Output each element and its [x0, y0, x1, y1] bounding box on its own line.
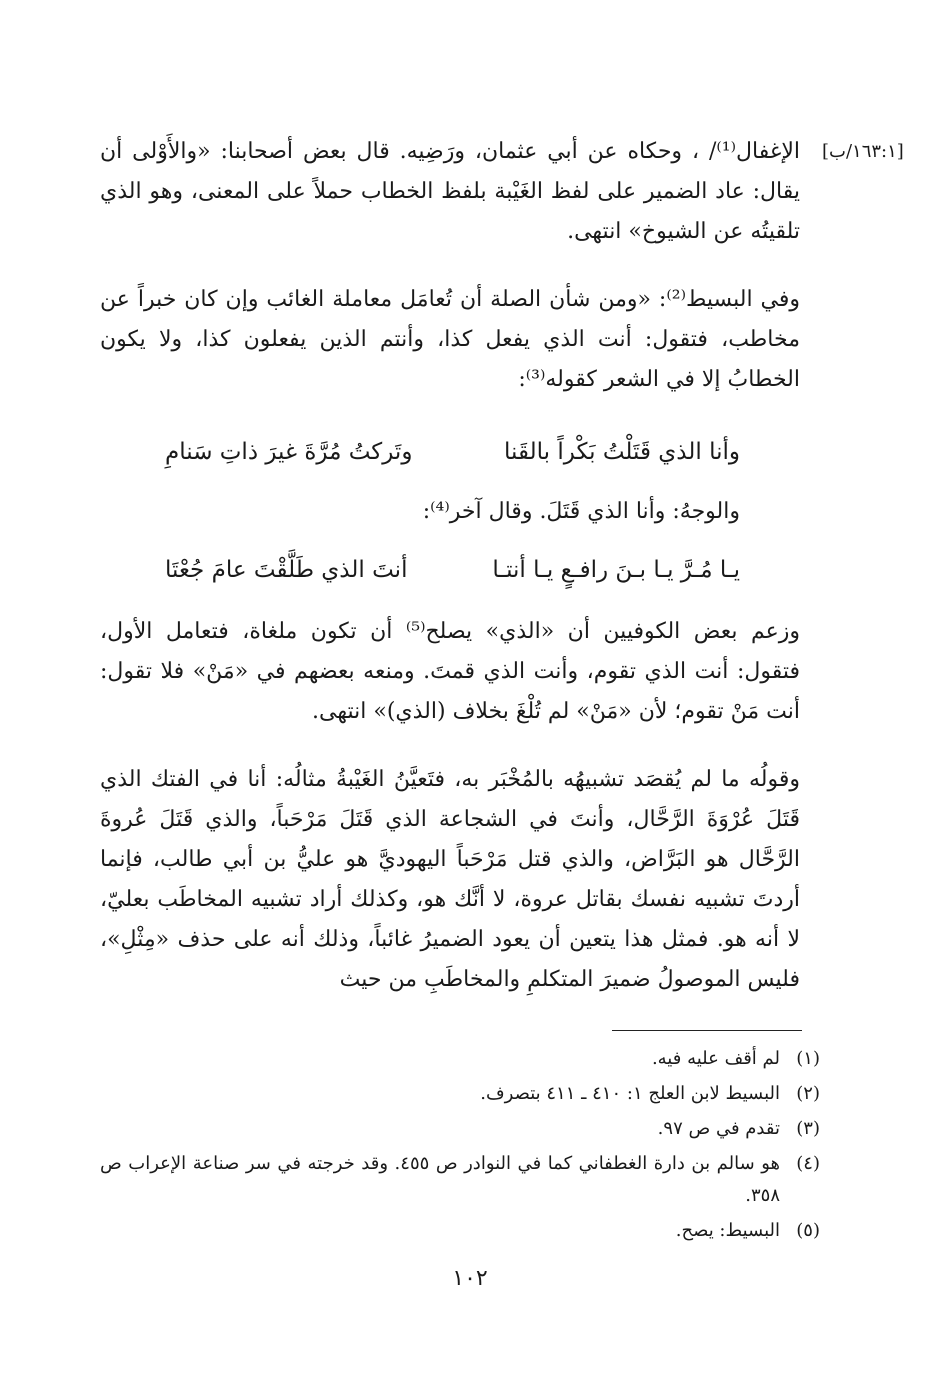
verse-2-first-hemistich: يـا مُـرَّ يـا بـنَ رافـعٍ يـا أنتـا	[492, 557, 740, 583]
manuscript-folio-reference: [١٦٣:١/ب]	[822, 141, 904, 162]
paragraph-2-text: وفي البسيط⁽²⁾: «ومن شأن الصلة أن تُعامَل معاملة الغائب وإن كان خبراً عن مخاطب، فتقول: أنت الذي يفعل كذا، وأنتم الذين يفعلون كذا، ولا يكون الخطابُ إلا في الشعر كقوله⁽³⁾:	[100, 287, 800, 392]
footnote	[100, 1215, 820, 1247]
footnote-separator	[612, 1030, 802, 1031]
paragraph-3	[100, 612, 800, 732]
footnote	[100, 1043, 820, 1075]
verse-1-second-hemistich: وتَركتُ مُرَّةَ غيرَ ذاتِ سَنامِ	[165, 439, 413, 465]
paragraph-3-text: وزعم بعض الكوفيين أن «الذي» يصلح⁽⁵⁾ أن تكون ملغاة، فتعامل الأول، فتقول: أنت الذي تقوم، وأنت الذي قمتَ. ومنعه بعضهم في «مَنْ» فلا تقول: أنت مَنْ تقوم؛ لأن «مَنْ» لم تُلْغَ بخلاف (الذي)» انتهى.	[100, 619, 800, 724]
footnote	[100, 1113, 820, 1145]
footnote	[100, 1078, 820, 1110]
footnote-text: البسيط لابن العلج ١: ٤١٠ ـ ٤١١ بتصرف.	[480, 1083, 780, 1104]
verse-2-second-hemistich: أنتَ الذي طَلَّقْتَ عامَ جُعْتَا	[165, 557, 408, 583]
paragraph-2	[100, 280, 800, 400]
footnote-text: هو سالم بن دارة الغطفاني كما في النوادر ص ٤٥٥. وقد خرجته في سر صناعة الإعراب ص ٣٥٨.	[100, 1153, 780, 1206]
footnote-number: (١)	[796, 1048, 820, 1069]
verse-1-first-hemistich: وأنا الذي قَتَلْتُ بَكْراً بالقَنا	[504, 439, 740, 465]
footnote-text: تقدم في ص ٩٧.	[657, 1118, 780, 1139]
footnote	[100, 1148, 820, 1212]
footnote-number: (٣)	[796, 1118, 820, 1139]
paragraph-1	[100, 132, 800, 252]
paragraph-1-text: الإغفال⁽¹⁾/ ، وحكاه عن أبي عثمان، ورَضِيه. قال بعض أصحابنا: «والأَوْلى أن يقال: عاد الضمير على لفظ الغَيْبة بلفظ الخطاب حملاً على المعنى، وهو الذي تلقيتُه عن الشيوخ» انتهى.	[100, 139, 800, 244]
paragraph-4-text: وقولُه ما لم يُقصَد تشبيهُه بالمُخْبَر به، فتَعيَّنُ الغَيْبةُ مثالُه: أنا في الفتك الذي قَتَلَ عُرْوَةَ الرَّحَّال، وأنتَ في الشجاعة الذي قَتَلَ مَرْحَباً، والذي قَتَلَ عُروةَ الرَّحَّال هو البَرَّاض، والذي قتل مَرْحَباً اليهوديَّ هو عليُّ بن أبي طالب، فإنما أردتَ تشبيه نفسك بقاتل عروة، لا أنَّك هو، وكذلك أراد تشبيه المخاطَب بعليّ، لا أنه هو. فمثل هذا يتعين أن يعود الضميرُ غائباً، وذلك أنه على حذف «مِثْلِ»، فليس الموصولُ ضميرَ المتكلمِ والمخاطَبِ من حيث	[100, 767, 800, 992]
footnotes	[100, 1040, 820, 1250]
verse-commentary: والوجهُ: وأنا الذي قَتَلَ. وقال آخر⁽⁴⁾:	[422, 499, 740, 524]
footnote-number: (٢)	[796, 1083, 820, 1104]
footnote-number: (٥)	[796, 1220, 820, 1241]
page-number: ١٠٢	[452, 1266, 488, 1291]
footnote-number: (٤)	[796, 1153, 820, 1174]
paragraph-4	[100, 760, 800, 1000]
footnote-text: لم أقف عليه فيه.	[651, 1048, 780, 1069]
footnote-text: البسيط: يصح.	[675, 1220, 780, 1241]
